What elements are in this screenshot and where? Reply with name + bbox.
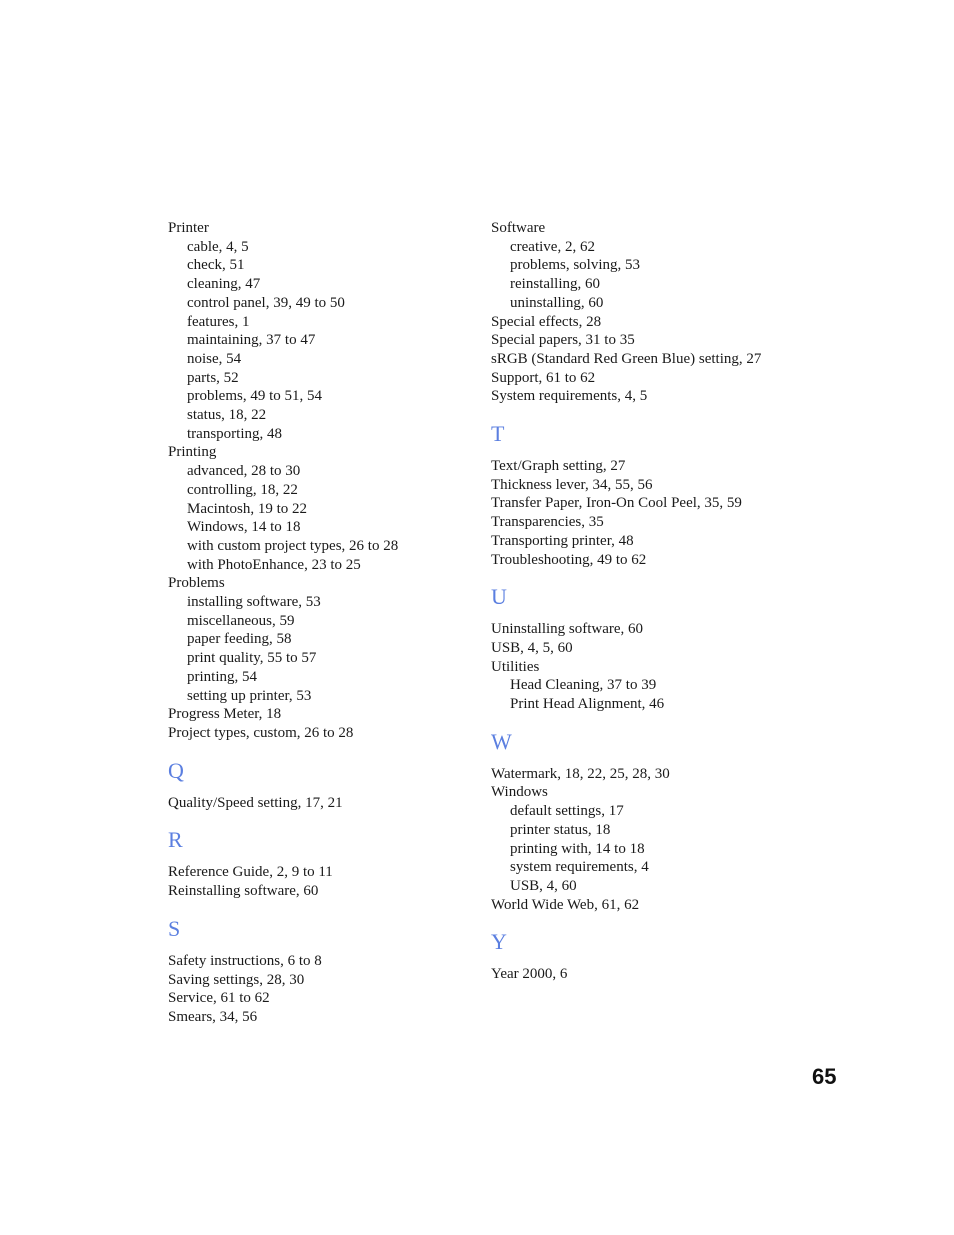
index-subentry: problems, 49 to 51, 54 bbox=[187, 388, 322, 405]
index-subentry: default settings, 17 bbox=[510, 803, 624, 820]
index-subentry: paper feeding, 58 bbox=[187, 631, 292, 648]
index-subentry: advanced, 28 to 30 bbox=[187, 463, 301, 480]
index-subentry: reinstalling, 60 bbox=[510, 276, 600, 293]
page-number: 65 bbox=[812, 1064, 837, 1089]
index-letter-heading: S bbox=[168, 915, 181, 941]
index-subentry: print quality, 55 to 57 bbox=[187, 650, 317, 667]
index-subentry: Macintosh, 19 to 22 bbox=[187, 500, 307, 517]
index-entry: Support, 61 to 62 bbox=[491, 369, 596, 386]
index-entry: Safety instructions, 6 to 8 bbox=[168, 952, 322, 969]
index-subentry: Head Cleaning, 37 to 39 bbox=[510, 677, 657, 694]
index-entry: sRGB (Standard Red Green Blue) setting, 27 bbox=[491, 350, 762, 367]
index-entry: Software bbox=[491, 220, 546, 236]
index-subentry: with PhotoEnhance, 23 to 25 bbox=[187, 556, 361, 573]
index-entry: Special papers, 31 to 35 bbox=[491, 332, 635, 349]
index-subentry: parts, 52 bbox=[187, 369, 239, 386]
index-entry: Project types, custom, 26 to 28 bbox=[168, 724, 354, 741]
index-entry: Thickness lever, 34, 55, 56 bbox=[491, 476, 653, 493]
index-entry: Transfer Paper, Iron-On Cool Peel, 35, 59 bbox=[491, 495, 742, 512]
index-subentry: setting up printer, 53 bbox=[187, 687, 312, 704]
index-letter-heading: Y bbox=[491, 929, 507, 955]
index-subentry: printing with, 14 to 18 bbox=[510, 840, 645, 857]
index-entry: Transparencies, 35 bbox=[491, 514, 604, 531]
index-entry: Windows bbox=[491, 784, 548, 801]
index-column-right bbox=[491, 219, 811, 984]
index-subentry: controlling, 18, 22 bbox=[187, 481, 298, 498]
index-subentry: installing software, 53 bbox=[187, 594, 321, 611]
index-subentry: printing, 54 bbox=[187, 668, 257, 685]
index-entry: Printer bbox=[168, 220, 209, 236]
index-subentry: USB, 4, 60 bbox=[510, 877, 577, 894]
index-entry: Troubleshooting, 49 to 62 bbox=[491, 551, 647, 568]
index-subentry: noise, 54 bbox=[187, 350, 242, 367]
index-subentry: problems, solving, 53 bbox=[510, 257, 640, 274]
index-subentry: printer status, 18 bbox=[510, 821, 611, 838]
index-entry: Printing bbox=[168, 444, 217, 461]
index-subentry: maintaining, 37 to 47 bbox=[187, 332, 316, 349]
index-subentry: cable, 4, 5 bbox=[187, 238, 249, 255]
index-entry: Text/Graph setting, 27 bbox=[491, 458, 626, 475]
index-entry: Reference Guide, 2, 9 to 11 bbox=[168, 864, 333, 881]
index-entry: Service, 61 to 62 bbox=[168, 990, 270, 1007]
index-entry: Year 2000, 6 bbox=[491, 966, 568, 983]
index-letter-heading: U bbox=[491, 584, 507, 610]
index-entry: Watermark, 18, 22, 25, 28, 30 bbox=[491, 765, 670, 782]
index-entry: Utilities bbox=[491, 658, 540, 675]
index-entry: Uninstalling software, 60 bbox=[491, 621, 644, 638]
index-subentry: transporting, 48 bbox=[187, 425, 282, 442]
index-entry: Reinstalling software, 60 bbox=[168, 883, 319, 900]
index-entry: Problems bbox=[168, 575, 225, 592]
index-entry: Saving settings, 28, 30 bbox=[168, 971, 305, 988]
index-letter-heading: W bbox=[491, 728, 512, 754]
index-letter-heading: R bbox=[168, 827, 183, 853]
index-entry: World Wide Web, 61, 62 bbox=[491, 896, 640, 913]
index-subentry: cleaning, 47 bbox=[187, 276, 261, 293]
index-subentry: status, 18, 22 bbox=[187, 407, 267, 424]
index-letter-heading: Q bbox=[168, 757, 184, 783]
index-entry: Special effects, 28 bbox=[491, 313, 602, 330]
index-subentry: uninstalling, 60 bbox=[510, 294, 604, 311]
index-subentry: system requirements, 4 bbox=[510, 859, 649, 876]
index-subentry: Print Head Alignment, 46 bbox=[510, 696, 665, 713]
index-letter-heading: T bbox=[491, 421, 505, 447]
index-subentry: check, 51 bbox=[187, 257, 245, 274]
index-entry: Quality/Speed setting, 17, 21 bbox=[168, 794, 343, 811]
index-entry: Progress Meter, 18 bbox=[168, 706, 282, 723]
index-subentry: with custom project types, 26 to 28 bbox=[187, 537, 399, 554]
index-subentry: Windows, 14 to 18 bbox=[187, 519, 301, 536]
index-subentry: control panel, 39, 49 to 50 bbox=[187, 294, 345, 311]
index-subentry: creative, 2, 62 bbox=[510, 238, 595, 255]
index-entry: USB, 4, 5, 60 bbox=[491, 639, 573, 656]
index-subentry: features, 1 bbox=[187, 313, 250, 330]
index-entry: Smears, 34, 56 bbox=[168, 1008, 258, 1025]
index-column-left bbox=[168, 219, 468, 1027]
index-entry: System requirements, 4, 5 bbox=[491, 388, 648, 405]
index-entry: Transporting printer, 48 bbox=[491, 532, 634, 549]
index-subentry: miscellaneous, 59 bbox=[187, 612, 295, 629]
